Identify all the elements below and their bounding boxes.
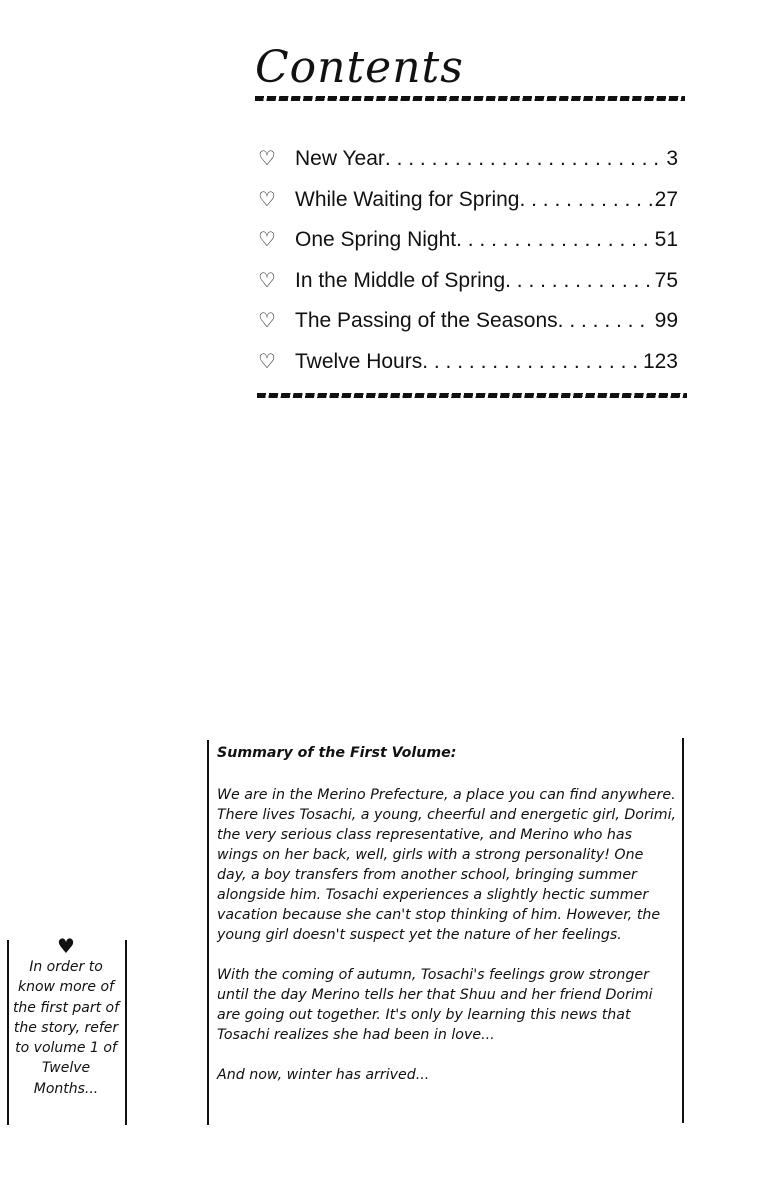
toc-entry-page: 51 [654,228,678,252]
bottom-divider [257,393,687,398]
heart-icon: ♥ [57,934,75,958]
summary-paragraph: With the coming of autumn, Tosachi's feelings grow stronger until the day Merino tells her that Shuu and her friend Dorimi are going out together. It's only by learning this news that Tosachi realizes she had been in love... [217,967,653,1043]
side-note-text: In order to know more of the first part of the story, refer to volume 1 of Twelve Months... [12,959,120,1097]
table-of-contents [258,146,678,390]
toc-entry-page: 99 [654,309,678,333]
toc-entry[interactable] [258,187,678,228]
heart-bullet-icon: ♡ [258,269,276,292]
toc-entry-title: The Passing of the Seasons [295,309,558,333]
summary-right-border [682,738,684,1123]
toc-entry-title: One Spring Night [295,228,457,252]
toc-entry[interactable] [258,308,678,349]
summary-paragraph: We are in the Merino Prefecture, a place you can find anywhere. There lives Tosachi, a young, cheerful and energetic girl, Dorimi, the very serious class representative, and Merino who has wings on her back, well, girls with a strong personality! One day, a boy transfers from another school, bringing summer alongside him. Tosachi experiences a slightly hectic summer vacation because she can't stop thinking of him. However, the young girl doesn't suspect yet the nature of her feelings. [217,787,677,943]
side-note [10,935,122,1099]
toc-entry[interactable] [258,268,678,309]
toc-entry[interactable] [258,146,678,187]
page-title: Contents [255,42,464,93]
heart-bullet-icon: ♡ [258,148,276,170]
toc-entry-page: 123 [642,349,678,373]
summary-heading: Summary of the First Volume: [217,745,457,761]
summary-left-border [207,740,209,1125]
note-left-border [7,940,9,1125]
summary-box [217,743,677,1105]
toc-entry[interactable] [258,349,678,390]
heart-bullet-icon: ♡ [258,310,276,333]
toc-entry-title: Twelve Hours [295,349,423,373]
toc-entry-page: 75 [654,268,678,292]
toc-entry-page: 27 [654,187,678,211]
top-divider [255,96,685,101]
toc-entry-title: While Waiting for Spring [295,187,520,211]
heart-bullet-icon: ♡ [258,188,276,211]
toc-entry-page: 3 [666,147,678,170]
toc-entry-title: New Year [295,147,385,170]
note-right-border [125,940,127,1125]
heart-bullet-icon: ♡ [258,350,276,373]
toc-entry[interactable] [258,227,678,268]
summary-paragraph: And now, winter has arrived... [217,1067,430,1083]
heart-bullet-icon: ♡ [258,229,276,252]
toc-entry-title: In the Middle of Spring [295,268,506,292]
